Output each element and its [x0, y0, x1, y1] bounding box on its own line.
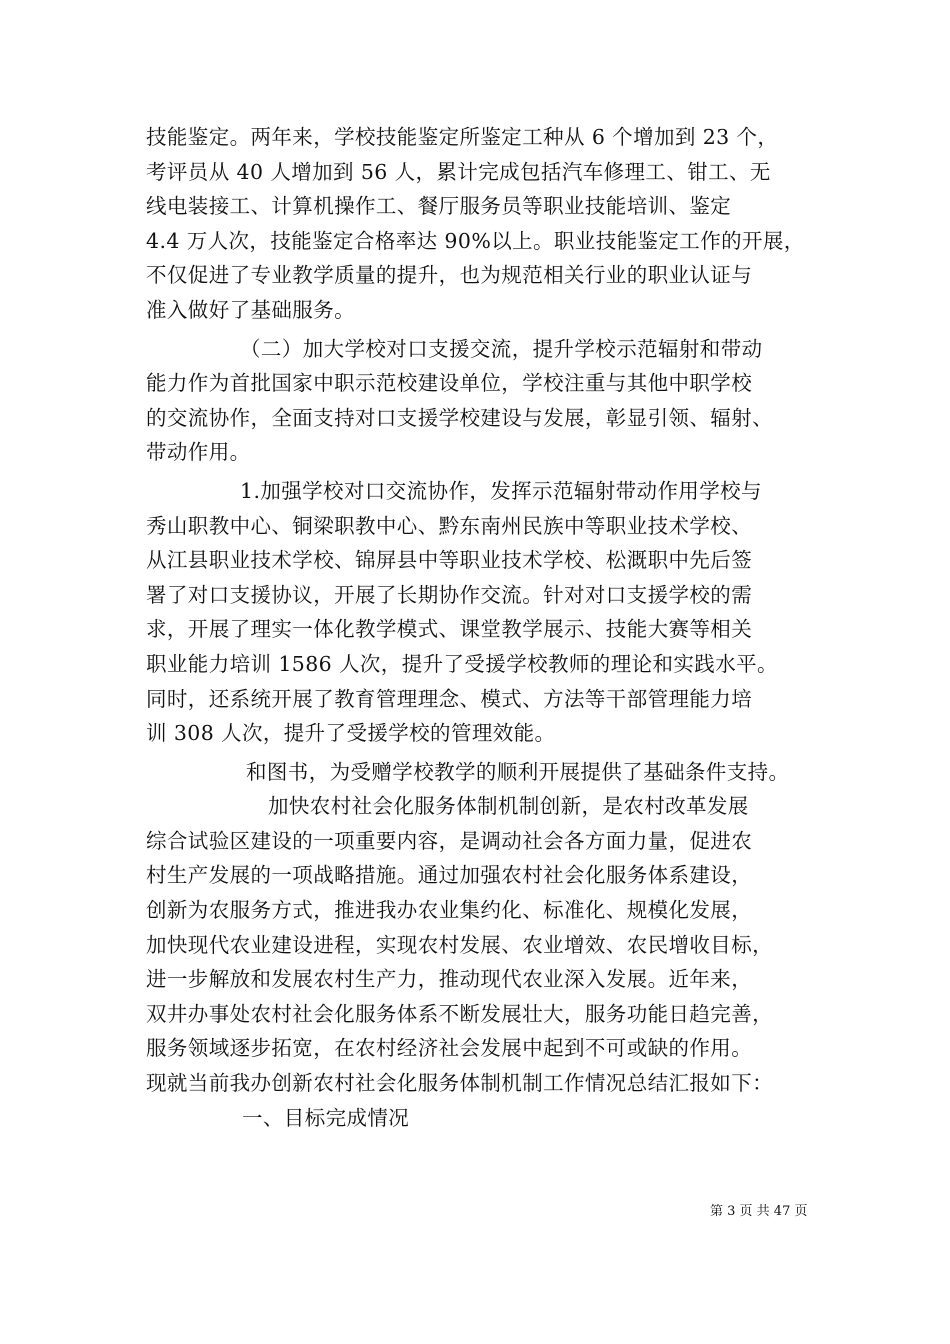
- text-line: 线电装接工、计算机操作工、餐厅服务员等职业技能培训、鉴定: [146, 194, 732, 219]
- text-line: 训 308 人次，提升了受援学校的管理效能。: [146, 721, 556, 746]
- body-text: [146, 120, 816, 1135]
- text-line: 职业能力培训 1586 人次，提升了受援学校教师的理论和实践水平。: [146, 651, 778, 676]
- text-line: 创新为农服务方式，推进我办农业集约化、标准化、规模化发展，: [146, 898, 753, 923]
- text-line: 不仅促进了专业教学质量的提升，也为规范相关行业的职业认证与: [146, 263, 753, 288]
- text-line: 秀山职教中心、铜梁职教中心、黔东南州民族中等职业技术学校、: [146, 513, 753, 538]
- text-line: 的交流协作，全面支持对口支援学校建设与发展，彰显引领、辐射、: [146, 405, 773, 430]
- text-line: 加快现代农业建设进程，实现农村发展、农业增效、农民增收目标，: [146, 932, 773, 957]
- section-heading: 一、目标完成情况: [242, 1105, 410, 1130]
- text-line: 带动作用。: [146, 440, 251, 465]
- text-line: 4.4 万人次，技能鉴定合格率达 90%以上。职业技能鉴定工作的开展，: [146, 228, 805, 253]
- text-line: 进一步解放和发展农村生产力，推动现代农业深入发展。近年来，: [146, 967, 753, 992]
- text-line: 村生产发展的一项战略措施。通过加强农村社会化服务体系建设，: [146, 863, 753, 888]
- subsection-heading: 1.加强学校对口交流协作，发挥示范辐射带动作用学校与: [240, 478, 762, 503]
- text-line: 现就当前我办创新农村社会化服务体制机制工作情况总结汇报如下：: [146, 1071, 773, 1096]
- text-line: 技能鉴定。两年来，学校技能鉴定所鉴定工种从 6 个增加到 23 个，: [146, 125, 779, 149]
- page-number-footer: 第 3 页 共 47 页: [710, 1204, 808, 1219]
- text-line: 综合试验区建设的一项重要内容，是调动社会各方面力量，促进农: [146, 828, 753, 853]
- text-line: 双井办事处农村社会化服务体系不断发展壮大，服务功能日趋完善，: [146, 1001, 773, 1026]
- text-line: 准入做好了基础服务。: [146, 297, 355, 322]
- text-line: 求，开展了理实一体化教学模式、课堂教学展示、技能大赛等相关: [146, 617, 753, 642]
- paragraph-start: 加快农村社会化服务体制机制创新，是农村改革发展: [268, 794, 749, 819]
- text-line: 考评员从 40 人增加到 56 人，累计完成包括汽车修理工、钳工、无: [146, 159, 771, 184]
- text-line: 同时，还系统开展了教育管理理念、模式、方法等干部管理能力培: [146, 686, 753, 711]
- text-line: 从江县职业技术学校、锦屏县中等职业技术学校、松溉职中先后签: [146, 548, 753, 573]
- text-line: 和图书，为受赠学校教学的顺利开展提供了基础条件支持。: [246, 759, 790, 784]
- text-line: 能力作为首批国家中职示范校建设单位，学校注重与其他中职学校: [146, 371, 753, 396]
- section-heading: （二）加大学校对口支援交流，提升学校示范辐射和带动: [240, 336, 763, 361]
- text-line: 服务领域逐步拓宽，在农村经济社会发展中起到不可或缺的作用。: [146, 1036, 753, 1061]
- text-line: 署了对口支援协议，开展了长期协作交流。针对对口支援学校的需: [146, 582, 753, 607]
